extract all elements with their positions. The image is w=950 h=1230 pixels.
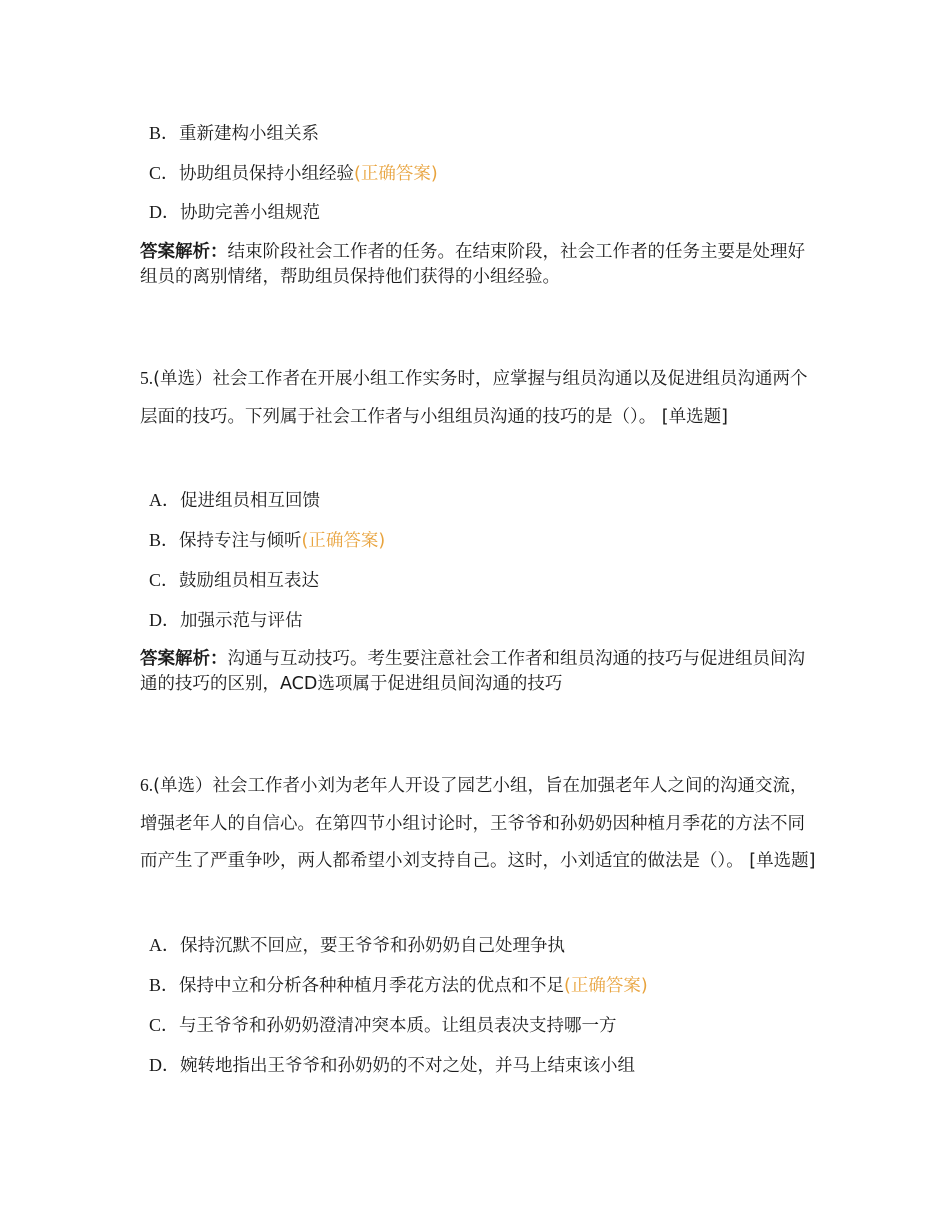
correct-answer-mark: (正确答案) (354, 164, 438, 184)
question-text: (单选）社会工作者小刘为老年人开设了园艺小组，旨在加强老年人之间的沟通交流，增强老年人的自信心。在第四节小组讨论时，王爷爷和孙奶奶因种植月季花的方法不同而产生了严重争吵，两人都希望小刘支持自己。这时，小刘适宜的做法是（）。 [单选题] (140, 776, 816, 871)
option-letter: A． (149, 490, 180, 510)
option-letter: A． (149, 935, 180, 955)
option-5c (149, 568, 319, 593)
option-4c (149, 161, 438, 186)
option-letter: C． (149, 570, 180, 590)
correct-answer-mark: (正确答案) (564, 976, 648, 996)
correct-answer-mark: (正确答案) (301, 531, 386, 551)
option-letter: C． (149, 1015, 180, 1035)
option-text: 保持专注与倾听 (179, 531, 302, 551)
option-5d (149, 608, 303, 633)
option-text: 与王爷爷和孙奶奶澄清冲突本质。让组员表决支持哪一方 (179, 1016, 617, 1036)
option-text: 保持中立和分析各种种植月季花方法的优点和不足 (179, 976, 565, 996)
option-text: 加强示范与评估 (180, 611, 303, 631)
answer-analysis-4 (140, 240, 818, 290)
question-number: 5. (140, 368, 154, 388)
analysis-text: 结束阶段社会工作者的任务。在结束阶段，社会工作者的任务主要是处理好组员的离别情绪，帮助组员保持他们获得的小组经验。 (140, 242, 805, 287)
option-6b (149, 973, 648, 998)
option-text: 重新建构小组关系 (179, 124, 320, 144)
question-5 (140, 360, 818, 436)
option-letter: D． (149, 610, 180, 630)
option-6d (149, 1053, 635, 1078)
option-letter: D． (149, 202, 180, 222)
option-text: 保持沉默不回应，要王爷爷和孙奶奶自己处理争执 (180, 936, 565, 956)
option-letter: B． (149, 123, 180, 143)
option-letter: B． (149, 530, 180, 550)
option-5b (149, 528, 385, 553)
option-text: 协助组员保持小组经验 (179, 164, 355, 184)
option-5a (149, 488, 320, 513)
question-text: (单选）社会工作者在开展小组工作实务时，应掌握与组员沟通以及促进组员沟通两个层面的技巧。下列属于社会工作者与小组组员沟通的技巧的是（）。 [单选题] (140, 369, 808, 427)
option-text: 婉转地指出王爷爷和孙奶奶的不对之处，并马上结束该小组 (180, 1056, 635, 1076)
question-number: 6. (140, 775, 154, 795)
analysis-label: 答案解析： (140, 649, 228, 669)
option-letter: C． (149, 163, 180, 183)
option-letter: B． (149, 975, 180, 995)
question-6 (140, 767, 818, 881)
option-4d (149, 200, 320, 225)
option-letter: D． (149, 1055, 180, 1075)
option-text: 鼓励组员相互表达 (179, 571, 320, 591)
option-text: 协助完善小组规范 (180, 203, 320, 223)
analysis-label: 答案解析： (140, 242, 228, 262)
option-4b (149, 121, 319, 146)
answer-analysis-5 (140, 647, 818, 697)
analysis-text: 沟通与互动技巧。考生要注意社会工作者和组员沟通的技巧与促进组员间沟通的技巧的区别，ACD选项属于促进组员间沟通的技巧 (140, 649, 805, 694)
option-6a (149, 933, 565, 958)
option-text: 促进组员相互回馈 (180, 491, 320, 511)
option-6c (149, 1013, 617, 1038)
